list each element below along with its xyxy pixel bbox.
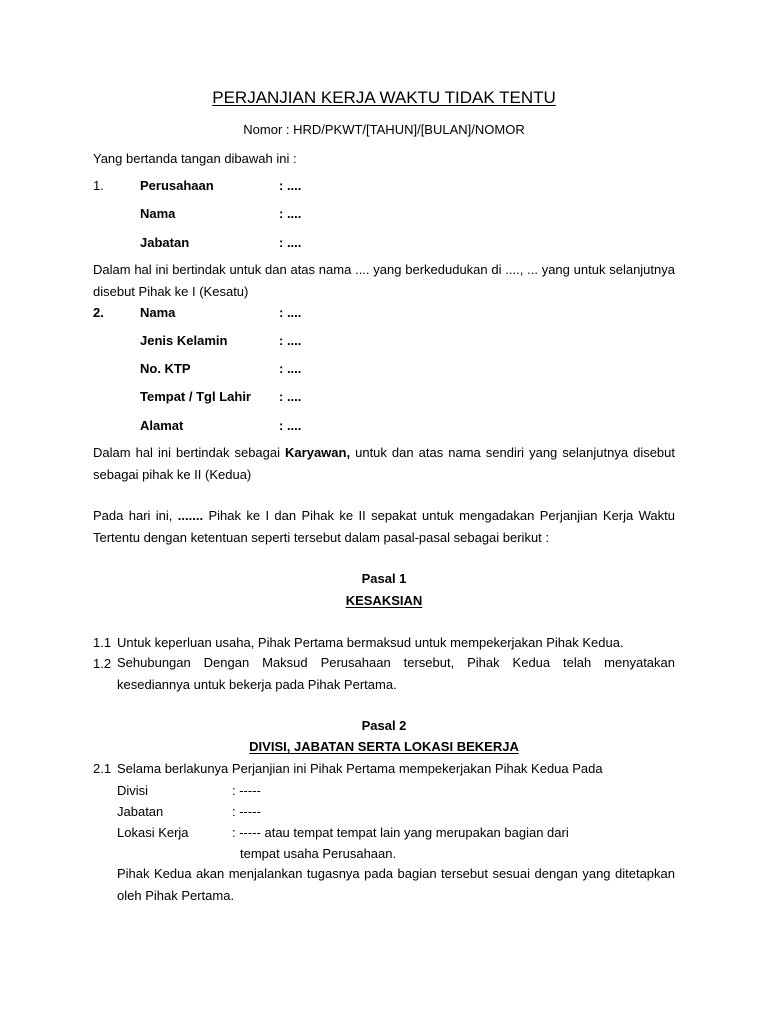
party2-value-alamat: : .... — [279, 418, 302, 433]
pasal2-label-lokasi: Lokasi Kerja — [117, 825, 189, 840]
party1-label-jabatan: Jabatan — [140, 235, 190, 250]
document-title: PERJANJIAN KERJA WAKTU TIDAK TENTU — [212, 88, 556, 107]
pasal1-subheading: KESAKSIAN — [345, 593, 423, 608]
pasal1-item-2-text: Sehubungan Dengan Maksud Perusahaan tersebut, Pihak Kedua telah menyatakan kesediannya untuk bekerja pada Pihak Pertama. — [117, 655, 675, 692]
party1-label-nama: Nama — [140, 206, 176, 221]
party2-role: Karyawan, — [285, 445, 351, 460]
pasal2-value-jabatan: : ----- — [232, 804, 261, 819]
agreement-paragraph — [93, 505, 675, 549]
party1-value-jabatan: : .... — [279, 235, 302, 250]
agreement-start: Pada hari ini, — [93, 508, 178, 523]
intro-text: Yang bertanda tangan dibawah ini : — [93, 151, 297, 166]
party2-label-ktp: No. KTP — [140, 361, 191, 376]
agreement-date-blank: ....... — [177, 508, 204, 523]
party1-value-perusahaan: : .... — [279, 178, 302, 193]
party1-value-nama: : .... — [279, 206, 302, 221]
party2-label-alamat: Alamat — [140, 418, 184, 433]
pasal2-label-jabatan: Jabatan — [117, 804, 164, 819]
party1-number: 1. — [93, 178, 104, 193]
pasal1-item-1-text: Untuk keperluan usaha, Pihak Pertama bermaksud untuk mempekerjakan Pihak Kedua. — [117, 635, 624, 650]
pasal2-value-divisi: : ----- — [232, 783, 261, 798]
party2-statement-end: untuk dan atas nama sendiri yang selanjutnya disebut sebagai pihak ke II (Kedua) — [93, 445, 676, 482]
party2-number: 2. — [93, 305, 104, 320]
party1-label-perusahaan: Perusahaan — [140, 178, 214, 193]
party2-statement-start: Dalam hal ini bertindak sebagai — [93, 445, 286, 460]
party2-value-ttl: : .... — [279, 389, 302, 404]
party2-value-ktp: : .... — [279, 361, 302, 376]
pasal1-item-2-number: 1.2 — [93, 656, 112, 671]
pasal1-item-1-number: 1.1 — [93, 635, 112, 650]
pasal2-label-divisi: Divisi — [117, 783, 149, 798]
pasal1-heading: Pasal 1 — [361, 571, 407, 586]
party1-statement: Dalam hal ini bertindak untuk dan atas nama .... yang berkedudukan di ...., ... yang untuk selanjutnya disebut Pihak ke I (Kesatu) — [93, 262, 675, 299]
document-number: Nomor : HRD/PKWT/[TAHUN]/[BULAN]/NOMOR — [243, 122, 525, 137]
pasal2-value-lokasi: : ----- atau tempat tempat lain yang merupakan bagian dari — [232, 825, 569, 840]
party2-value-jenis-kelamin: : .... — [279, 333, 302, 348]
party2-value-nama: : .... — [279, 305, 302, 320]
party2-label-jenis-kelamin: Jenis Kelamin — [140, 333, 228, 348]
pasal2-item-number: 2.1 — [93, 761, 112, 776]
pasal2-lokasi-continuation: tempat usaha Perusahaan. — [240, 846, 397, 861]
pasal2-heading: Pasal 2 — [361, 718, 407, 733]
party2-label-ttl: Tempat / Tgl Lahir — [140, 389, 251, 404]
pasal2-item-text: Selama berlakunya Perjanjian ini Pihak Pertama mempekerjakan Pihak Kedua Pada — [117, 761, 603, 776]
pasal2-closing: Pihak Kedua akan menjalankan tugasnya pada bagian tersebut sesuai dengan yang ditetapkan oleh Pihak Pertama. — [117, 866, 675, 903]
party2-label-nama: Nama — [140, 305, 176, 320]
pasal2-subheading: DIVISI, JABATAN SERTA LOKASI BEKERJA — [249, 739, 519, 754]
party2-statement — [93, 442, 675, 486]
agreement-end: Pihak ke I dan Pihak ke II sepakat untuk mengadakan Perjanjian Kerja Waktu Tertentu dengan ketentuan seperti tersebut dalam pasal-pasal sebagai berikut : — [93, 508, 675, 545]
